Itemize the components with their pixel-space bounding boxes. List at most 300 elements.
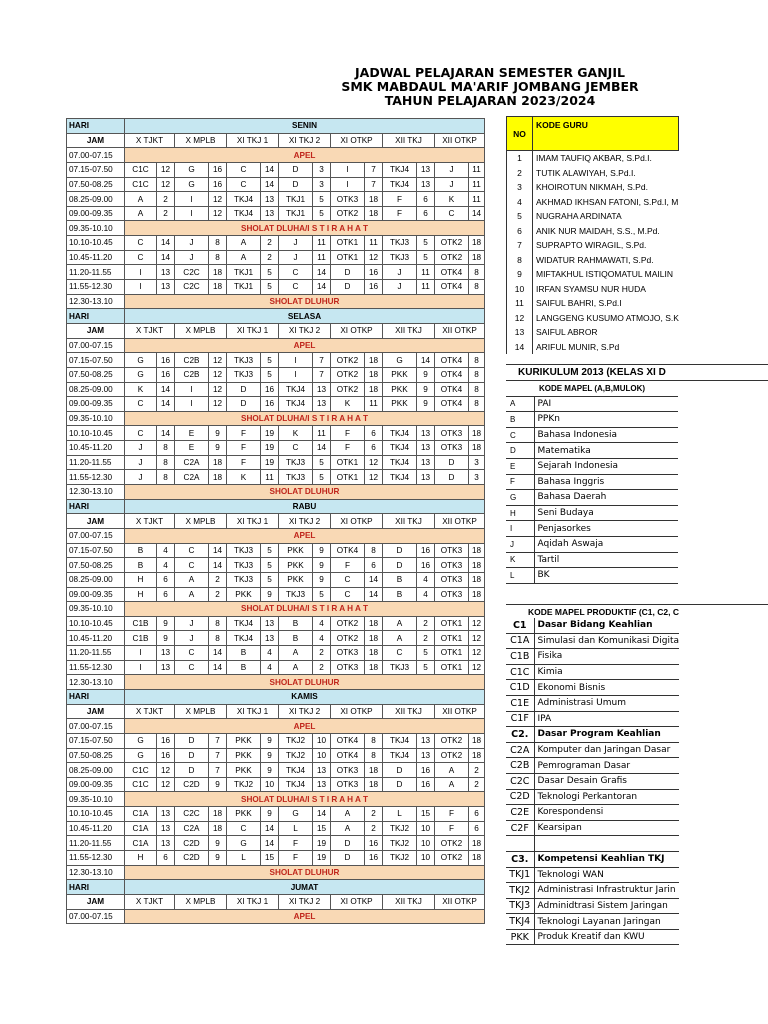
subject-code-cell: C <box>125 236 157 251</box>
teacher-number-cell: 16 <box>365 836 383 851</box>
guru-table <box>506 116 679 354</box>
teacher-number-cell: 16 <box>157 353 175 368</box>
subject-code-cell: F <box>435 807 469 822</box>
produktif-name: Kimia <box>534 664 679 680</box>
class-column-header: XI TKJ 1 <box>227 894 279 909</box>
teacher-number-cell: 12 <box>209 367 227 382</box>
teacher-number-cell: 5 <box>261 543 279 558</box>
teacher-number-cell: 7 <box>313 367 331 382</box>
break-row <box>67 528 485 543</box>
teacher-number-cell: 14 <box>157 236 175 251</box>
produktif-row <box>506 867 679 883</box>
class-column-header: XII OTKP <box>435 133 485 148</box>
subject-code-cell: B <box>125 543 157 558</box>
subject-code-cell: K <box>125 382 157 397</box>
lesson-row <box>67 836 485 851</box>
teacher-number-cell: 9 <box>417 397 435 412</box>
subject-code-cell: D <box>279 162 313 177</box>
produktif-code: C1E <box>506 695 534 711</box>
teacher-number-cell: 5 <box>261 265 279 280</box>
mapel-row <box>506 443 678 459</box>
produktif-name: Dasar Bidang Keahlian <box>534 618 679 633</box>
teacher-number-cell: 13 <box>417 441 435 456</box>
teacher-number-cell: 9 <box>313 558 331 573</box>
subject-code-cell: TKJ1 <box>227 280 261 295</box>
produktif-section-row <box>506 618 679 633</box>
subject-code-cell: OTK3 <box>331 646 365 661</box>
title-line-2: SMK MABDAUL MA'ARIF JOMBANG JEMBER <box>341 79 639 94</box>
time-slot: 09.00-09.35 <box>67 777 125 792</box>
subject-code-cell: G <box>227 836 261 851</box>
subject-code-cell: D <box>175 763 209 778</box>
teacher-number-cell: 18 <box>365 631 383 646</box>
mapel-row <box>506 458 678 474</box>
subject-code-cell: A <box>125 192 157 207</box>
subject-code-cell: C <box>125 426 157 441</box>
guru-number: 12 <box>507 311 533 326</box>
class-column-header: XII OTKP <box>435 323 485 338</box>
subject-code-cell: OTK3 <box>435 543 469 558</box>
class-column-header: X MPLB <box>175 133 227 148</box>
column-header-row <box>67 514 485 529</box>
subject-code-cell: OTK4 <box>435 397 469 412</box>
lesson-row <box>67 660 485 675</box>
produktif-code: C2A <box>506 742 534 758</box>
produktif-row <box>506 695 679 711</box>
produktif-code: TKJ4 <box>506 914 534 930</box>
day-header-row <box>67 689 485 704</box>
subject-code-cell: TKJ4 <box>227 192 261 207</box>
time-slot: 11.20-11.55 <box>67 265 125 280</box>
teacher-number-cell: 18 <box>209 470 227 485</box>
subject-code-cell: OTK4 <box>435 280 469 295</box>
subject-code-cell: TKJ4 <box>383 470 417 485</box>
subject-code-cell: D <box>383 777 417 792</box>
break-label: APEL <box>125 909 485 924</box>
time-slot: 09.00-09.35 <box>67 206 125 221</box>
time-slot: 07.15-07.50 <box>67 353 125 368</box>
lesson-row <box>67 177 485 192</box>
teacher-number-cell: 12 <box>157 162 175 177</box>
teacher-number-cell: 8 <box>469 382 485 397</box>
subject-code-cell: F <box>279 851 313 866</box>
subject-code-cell: OTK3 <box>435 426 469 441</box>
teacher-number-cell: 5 <box>313 192 331 207</box>
guru-name: SUPRAPTO WIRAGIL, S.Pd. <box>536 240 647 251</box>
subject-code-cell: D <box>435 470 469 485</box>
produktif-name: Ekonomi Bisnis <box>534 680 679 696</box>
subject-code-cell: C <box>331 572 365 587</box>
subject-code-cell: A <box>383 631 417 646</box>
subject-code-cell: TKJ3 <box>227 558 261 573</box>
teacher-number-cell: 12 <box>157 777 175 792</box>
time-slot: 10.10-10.45 <box>67 236 125 251</box>
subject-code-cell: OTK2 <box>331 616 365 631</box>
subject-code-cell: A <box>383 616 417 631</box>
lesson-row <box>67 265 485 280</box>
subject-code-cell: I <box>125 646 157 661</box>
subject-code-cell: PKK <box>227 807 261 822</box>
subject-code-cell: TKJ2 <box>279 748 313 763</box>
time-slot: 09.35-10.10 <box>67 221 125 236</box>
class-column-header: XI TKJ 2 <box>279 704 331 719</box>
break-label: APEL <box>125 148 485 163</box>
produktif-row <box>506 929 679 945</box>
teacher-number-cell: 7 <box>365 177 383 192</box>
subject-code-cell: C2C <box>175 807 209 822</box>
time-slot: 10.45-11.20 <box>67 821 125 836</box>
subject-code-cell: OTK2 <box>435 748 469 763</box>
lesson-row <box>67 616 485 631</box>
subject-code-cell: PKK <box>279 543 313 558</box>
teacher-number-cell: 14 <box>209 646 227 661</box>
guru-row <box>507 311 679 326</box>
subject-code-cell: C1A <box>125 821 157 836</box>
teacher-number-cell: 5 <box>261 280 279 295</box>
teacher-number-cell: 13 <box>313 763 331 778</box>
time-slot: 11.55-12.30 <box>67 280 125 295</box>
teacher-number-cell: 16 <box>417 558 435 573</box>
teacher-number-cell: 12 <box>209 382 227 397</box>
guru-row <box>507 282 679 297</box>
time-slot: 10.45-11.20 <box>67 631 125 646</box>
teacher-number-cell: 13 <box>417 748 435 763</box>
subject-code-cell: E <box>175 426 209 441</box>
subject-code-cell: TKJ3 <box>383 660 417 675</box>
subject-code-cell: A <box>435 763 469 778</box>
subject-code-cell: TKJ3 <box>227 572 261 587</box>
subject-code-cell: TKJ4 <box>383 733 417 748</box>
subject-code-cell: TKJ3 <box>227 367 261 382</box>
teacher-number-cell: 9 <box>313 543 331 558</box>
subject-code-cell: G <box>175 162 209 177</box>
break-row <box>67 602 485 617</box>
mapel-table <box>506 380 678 584</box>
produktif-row <box>506 914 679 930</box>
lesson-row <box>67 236 485 251</box>
teacher-number-cell: 12 <box>209 397 227 412</box>
guru-row <box>507 253 679 268</box>
guru-number: 9 <box>507 267 533 282</box>
subject-code-cell: OTK4 <box>331 733 365 748</box>
subject-code-cell: C <box>435 206 469 221</box>
guru-name: KHOIROTUN NIKMAH, S.Pd. <box>536 182 648 193</box>
class-column-header: XI OTKP <box>331 323 383 338</box>
class-column-header: XI TKJ 1 <box>227 704 279 719</box>
teacher-number-cell: 5 <box>417 646 435 661</box>
subject-code-cell: TKJ4 <box>383 162 417 177</box>
teacher-number-cell: 2 <box>209 572 227 587</box>
time-slot: 09.00-09.35 <box>67 587 125 602</box>
lesson-row <box>67 646 485 661</box>
lesson-row <box>67 587 485 602</box>
teacher-number-cell: 13 <box>417 162 435 177</box>
mapel-name: BK <box>534 568 678 584</box>
subject-code-cell: F <box>435 821 469 836</box>
subject-code-cell: C1B <box>125 631 157 646</box>
subject-code-cell: OTK2 <box>331 206 365 221</box>
produktif-code: C1C <box>506 664 534 680</box>
subject-code-cell: TKJ4 <box>383 426 417 441</box>
teacher-number-cell: 9 <box>209 441 227 456</box>
teacher-number-cell: 8 <box>365 748 383 763</box>
teacher-number-cell: 16 <box>417 763 435 778</box>
teacher-number-cell: 11 <box>313 236 331 251</box>
teacher-number-cell: 18 <box>469 426 485 441</box>
subject-code-cell: C1C <box>125 162 157 177</box>
time-slot: 11.55-12.30 <box>67 470 125 485</box>
class-column-header: X TJKT <box>125 894 175 909</box>
teacher-number-cell: 16 <box>365 851 383 866</box>
produktif-name: Teknologi Layanan Jaringan <box>534 914 679 930</box>
hari-label: HARI <box>67 880 125 895</box>
subject-code-cell: A <box>435 777 469 792</box>
class-column-header: XII OTKP <box>435 894 485 909</box>
teacher-number-cell: 18 <box>469 851 485 866</box>
break-row <box>67 675 485 690</box>
subject-code-cell: PKK <box>227 763 261 778</box>
teacher-number-cell: 5 <box>313 206 331 221</box>
produktif-code: C1F <box>506 711 534 727</box>
teacher-number-cell: 19 <box>313 851 331 866</box>
teacher-number-cell: 10 <box>417 851 435 866</box>
subject-code-cell: F <box>331 426 365 441</box>
teacher-number-cell: 4 <box>417 572 435 587</box>
subject-code-cell: C1A <box>125 807 157 822</box>
class-column-header: XI TKJ 2 <box>279 514 331 529</box>
break-row <box>67 485 485 500</box>
time-slot: 09.35-10.10 <box>67 792 125 807</box>
subject-code-cell: B <box>125 558 157 573</box>
teacher-number-cell: 10 <box>313 748 331 763</box>
produktif-row <box>506 711 679 727</box>
teacher-number-cell: 11 <box>313 250 331 265</box>
time-slot: 10.45-11.20 <box>67 441 125 456</box>
subject-code-cell: OTK2 <box>435 851 469 866</box>
subject-code-cell: TKJ2 <box>227 777 261 792</box>
teacher-number-cell: 14 <box>209 660 227 675</box>
subject-code-cell: OTK2 <box>435 733 469 748</box>
subject-code-cell: D <box>331 851 365 866</box>
time-slot: 10.10-10.45 <box>67 616 125 631</box>
teacher-number-cell: 12 <box>157 177 175 192</box>
produktif-section-row <box>506 727 679 743</box>
produktif-code: C2C <box>506 773 534 789</box>
guru-number: 13 <box>507 325 533 340</box>
subject-code-cell: F <box>383 206 417 221</box>
teacher-number-cell: 8 <box>157 441 175 456</box>
teacher-number-cell: 16 <box>417 777 435 792</box>
subject-code-cell: I <box>331 177 365 192</box>
teacher-number-cell: 5 <box>417 660 435 675</box>
subject-code-cell: D <box>383 543 417 558</box>
subject-code-cell: H <box>125 587 157 602</box>
time-slot: 08.25-09.00 <box>67 763 125 778</box>
lesson-row <box>67 763 485 778</box>
lesson-row <box>67 206 485 221</box>
subject-code-cell: B <box>227 660 261 675</box>
teacher-number-cell: 18 <box>365 382 383 397</box>
subject-code-cell: OTK2 <box>331 382 365 397</box>
teacher-number-cell: 13 <box>261 206 279 221</box>
guru-kode-header: KODE GURU <box>533 117 679 151</box>
subject-code-cell: F <box>227 426 261 441</box>
time-slot: 09.35-10.10 <box>67 411 125 426</box>
hari-label: HARI <box>67 309 125 324</box>
teacher-number-cell: 16 <box>261 382 279 397</box>
teacher-number-cell: 14 <box>157 382 175 397</box>
teacher-number-cell: 18 <box>469 558 485 573</box>
subject-code-cell: F <box>331 441 365 456</box>
subject-code-cell: E <box>175 441 209 456</box>
subject-code-cell: OTK1 <box>435 646 469 661</box>
subject-code-cell: C <box>227 821 261 836</box>
teacher-number-cell: 11 <box>469 177 485 192</box>
subject-code-cell: C1C <box>125 763 157 778</box>
subject-code-cell: G <box>279 807 313 822</box>
subject-code-cell: B <box>279 631 313 646</box>
teacher-number-cell: 13 <box>313 382 331 397</box>
teacher-number-cell: 4 <box>261 646 279 661</box>
mapel-row <box>506 521 678 537</box>
class-column-header: XI TKJ 2 <box>279 323 331 338</box>
guru-number: 5 <box>507 209 533 224</box>
mapel-row <box>506 552 678 568</box>
teacher-number-cell: 13 <box>157 807 175 822</box>
teacher-number-cell: 8 <box>469 280 485 295</box>
subject-code-cell: A <box>175 587 209 602</box>
produktif-name: Korespondensi <box>534 805 679 821</box>
lesson-row <box>67 851 485 866</box>
subject-code-cell: G <box>175 177 209 192</box>
guru-row <box>507 166 679 181</box>
subject-code-cell: TKJ2 <box>383 836 417 851</box>
guru-number: 11 <box>507 296 533 311</box>
mapel-row <box>506 536 678 552</box>
guru-name: LANGGENG KUSUMO ATMOJO, S.K <box>536 312 679 323</box>
subject-code-cell: TKJ3 <box>383 250 417 265</box>
produktif-row <box>506 664 679 680</box>
teacher-number-cell: 14 <box>261 821 279 836</box>
teacher-number-cell: 18 <box>469 441 485 456</box>
class-column-header: X TJKT <box>125 514 175 529</box>
teacher-number-cell: 7 <box>209 763 227 778</box>
subject-code-cell: C <box>125 250 157 265</box>
class-column-header: XII TKJ <box>383 133 435 148</box>
teacher-number-cell: 2 <box>365 821 383 836</box>
jam-label: JAM <box>67 514 125 529</box>
class-column-header: XII OTKP <box>435 704 485 719</box>
teacher-number-cell: 8 <box>365 733 383 748</box>
mapel-header: KODE MAPEL (A,B,MULOK) <box>506 381 678 397</box>
break-label: APEL <box>125 719 485 734</box>
subject-code-cell: OTK4 <box>435 265 469 280</box>
subject-code-cell: TKJ4 <box>227 206 261 221</box>
produktif-name: Kompetensi Keahlian TKJ <box>534 851 679 867</box>
subject-code-cell: OTK1 <box>331 250 365 265</box>
teacher-number-cell: 14 <box>469 206 485 221</box>
subject-code-cell: OTK2 <box>331 353 365 368</box>
teacher-number-cell: 14 <box>261 836 279 851</box>
break-label: APEL <box>125 338 485 353</box>
subject-code-cell: J <box>175 236 209 251</box>
guru-row <box>507 238 679 253</box>
subject-code-cell: TKJ4 <box>279 397 313 412</box>
subject-code-cell: OTK2 <box>435 236 469 251</box>
mapel-code: E <box>506 458 534 474</box>
teacher-number-cell: 10 <box>313 733 331 748</box>
teacher-number-cell: 15 <box>261 851 279 866</box>
subject-code-cell: D <box>227 382 261 397</box>
subject-code-cell: C <box>175 558 209 573</box>
subject-code-cell: A <box>279 646 313 661</box>
time-slot: 09.00-09.35 <box>67 397 125 412</box>
class-column-header: XII TKJ <box>383 704 435 719</box>
subject-code-cell: TKJ4 <box>279 763 313 778</box>
teacher-number-cell: 6 <box>469 821 485 836</box>
mapel-row <box>506 490 678 506</box>
mapel-name: PAI <box>534 396 678 412</box>
subject-code-cell: OTK4 <box>435 353 469 368</box>
teacher-number-cell: 4 <box>417 587 435 602</box>
teacher-number-cell: 18 <box>365 763 383 778</box>
subject-code-cell: TKJ3 <box>383 236 417 251</box>
produktif-code: C1 <box>506 618 534 633</box>
subject-code-cell: OTK3 <box>331 660 365 675</box>
teacher-number-cell: 9 <box>157 631 175 646</box>
mapel-name: Bahasa Daerah <box>534 490 678 506</box>
teacher-number-cell: 5 <box>417 236 435 251</box>
subject-code-cell: OTK4 <box>435 382 469 397</box>
subject-code-cell: PKK <box>279 558 313 573</box>
produktif-row <box>506 805 679 821</box>
subject-code-cell: C <box>331 587 365 602</box>
title-line-1: JADWAL PELAJARAN SEMESTER GANJIL <box>355 65 625 80</box>
teacher-number-cell: 8 <box>157 470 175 485</box>
subject-code-cell: C2D <box>175 777 209 792</box>
day-name: SENIN <box>125 119 485 134</box>
lesson-row <box>67 558 485 573</box>
subject-code-cell: K <box>279 426 313 441</box>
subject-code-cell: TKJ4 <box>227 631 261 646</box>
lesson-row <box>67 367 485 382</box>
time-slot: 10.45-11.20 <box>67 250 125 265</box>
mapel-code: C <box>506 427 534 443</box>
teacher-number-cell: 11 <box>417 265 435 280</box>
subject-code-cell: H <box>125 572 157 587</box>
subject-code-cell: G <box>383 353 417 368</box>
produktif-name: Fisika <box>534 649 679 665</box>
teacher-number-cell: 4 <box>157 543 175 558</box>
produktif-row <box>506 898 679 914</box>
subject-code-cell: C2D <box>175 836 209 851</box>
teacher-number-cell: 12 <box>209 353 227 368</box>
teacher-number-cell: 12 <box>365 250 383 265</box>
guru-name: NUGRAHA ARDINATA <box>536 211 622 222</box>
subject-code-cell: PKK <box>383 367 417 382</box>
teacher-number-cell: 10 <box>261 777 279 792</box>
teacher-number-cell: 12 <box>157 763 175 778</box>
mapel-row <box>506 396 678 412</box>
teacher-number-cell: 6 <box>417 192 435 207</box>
teacher-number-cell: 6 <box>417 206 435 221</box>
subject-code-cell: PKK <box>227 748 261 763</box>
class-column-header: XI OTKP <box>331 133 383 148</box>
subject-code-cell: K <box>435 192 469 207</box>
lesson-row <box>67 162 485 177</box>
teacher-number-cell: 8 <box>209 236 227 251</box>
mapel-name: Tartil <box>534 552 678 568</box>
